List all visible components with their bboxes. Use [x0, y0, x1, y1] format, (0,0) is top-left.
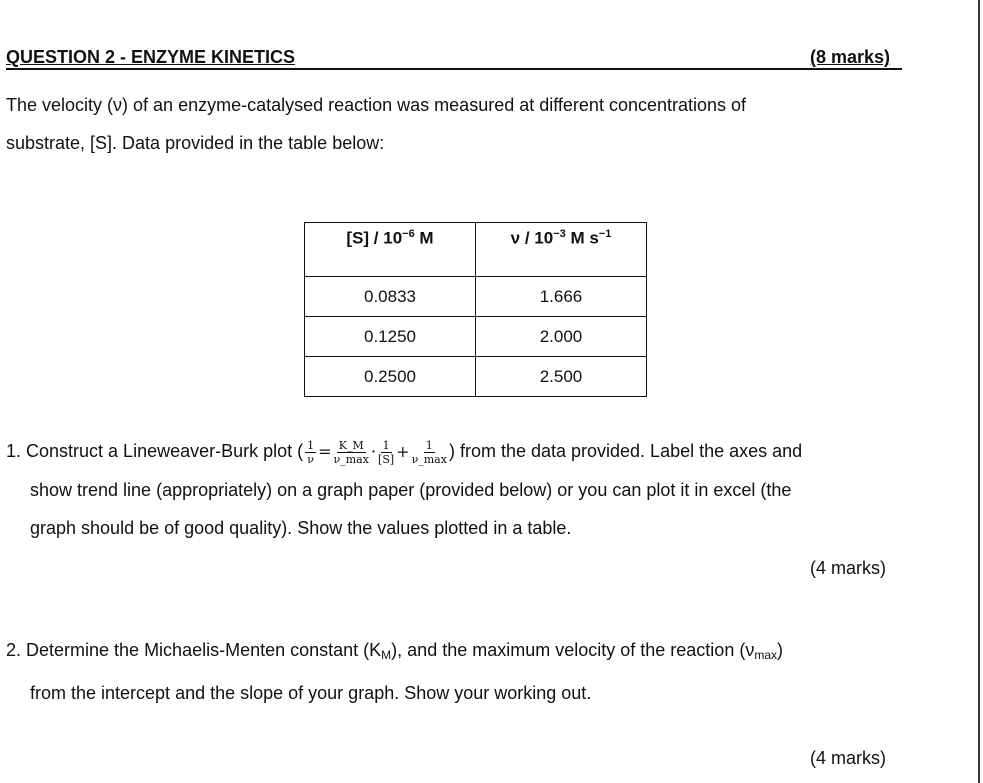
q2-line-2: from the intercept and the slope of your graph. Show your working out.	[30, 683, 592, 703]
q1-line-1: 1. Construct a Lineweaver-Burk plot ( $\frac{1}{\nu}$ = $\frac{K\_M}{\nu\_\max}$ · $\frac{1}{[S]}$ + $\frac{1}{\nu\_\max}$ ) from the data provided. Label the axes and	[6, 438, 803, 466]
q2-marks: (4 marks)	[810, 748, 886, 768]
formula-frac: $\frac{1}{[S]}$	[378, 438, 395, 466]
formula-frac: $\frac{1}{\nu\_\max}$	[411, 438, 447, 466]
question-title: QUESTION 2 - ENZYME KINETICS	[6, 47, 296, 67]
cell: 2.000	[476, 317, 647, 357]
cell: 0.2500	[305, 357, 476, 397]
intro-text	[6, 86, 746, 162]
data-table	[304, 222, 647, 397]
cell: 1.666	[476, 277, 647, 317]
q1-line-3: graph should be of good quality). Show the values plotted in a table.	[30, 518, 572, 538]
question-marks: (8 marks)	[810, 47, 891, 67]
header-substrate: $[S] / 10^{-6}$ M	[305, 223, 476, 277]
intro-line-2: substrate, [S]. Data provided in the table below:	[6, 133, 385, 153]
header-velocity: ν / $10^{-3}$ M $s^{-1}$	[476, 223, 647, 277]
q1-marks: (4 marks)	[810, 558, 886, 578]
title-underline	[6, 68, 902, 70]
cell: 0.0833	[305, 277, 476, 317]
table-row	[305, 277, 647, 317]
question-2	[6, 631, 783, 712]
intro-line-1: The velocity (ν) of an enzyme-catalysed reaction was measured at different concentrations of	[6, 95, 747, 115]
q2-line-1: 2. Determine the Michaelis-Menten constant $(K_M)$, and the maximum velocity of the reaction $(\nu_{max})$	[6, 640, 783, 662]
table-row	[305, 317, 647, 357]
table-header-row	[305, 223, 647, 277]
formula-frac: $\frac{1}{\nu}$	[307, 438, 315, 466]
cell: 2.500	[476, 357, 647, 397]
cell: 0.1250	[305, 317, 476, 357]
page-edge-line	[978, 0, 980, 783]
question-1	[6, 432, 802, 547]
table-row	[305, 357, 647, 397]
formula-frac: $\frac{K\_M}{\nu\_\max}$	[333, 438, 369, 466]
q1-line-2: show trend line (appropriately) on a graph paper (provided below) or you can plot it in excel (the	[30, 480, 792, 500]
